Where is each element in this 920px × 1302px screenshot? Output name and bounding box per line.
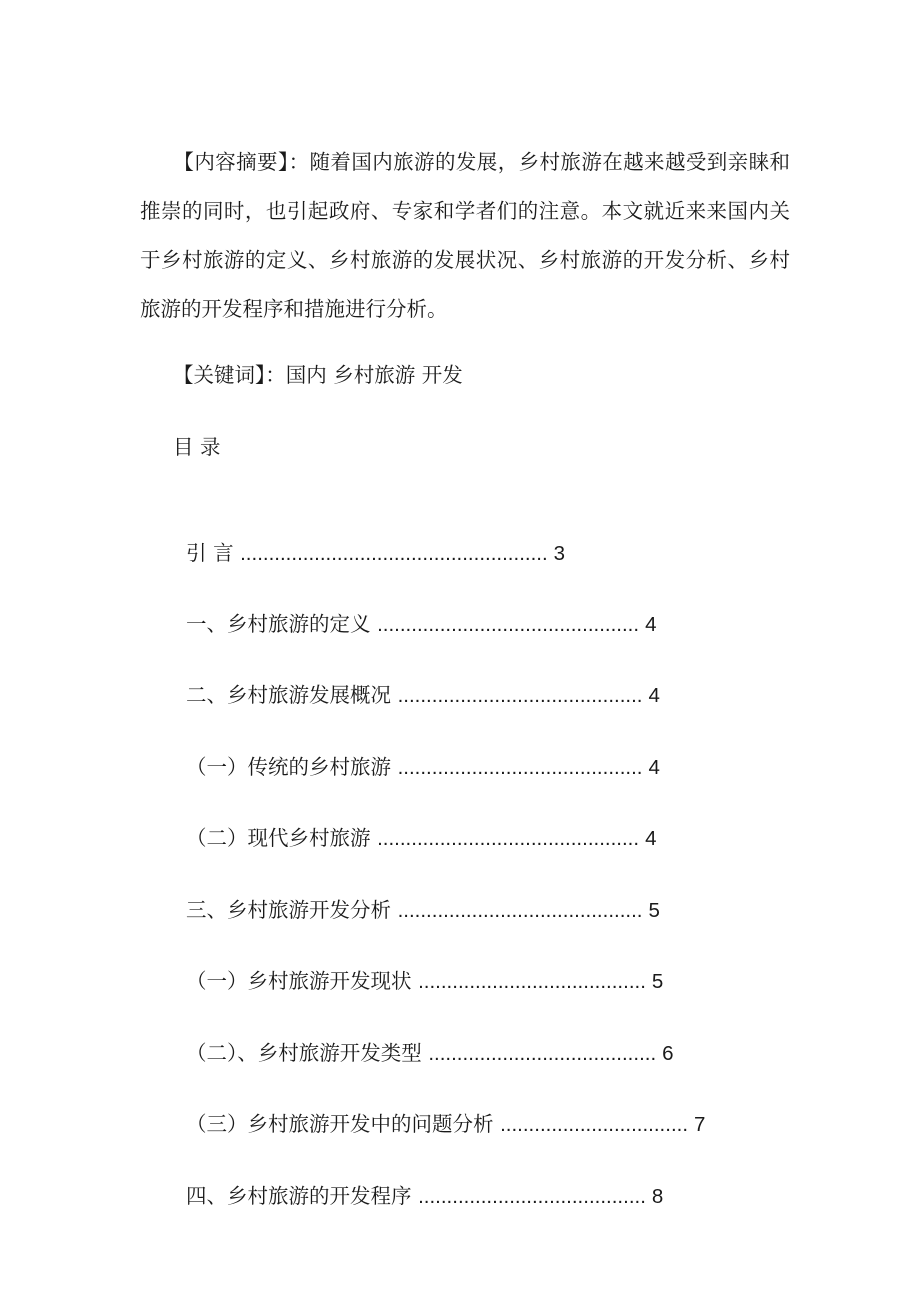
toc-leader: .............................................. — [377, 827, 640, 850]
toc-entry[interactable] — [173, 859, 660, 928]
toc-page-number: 8 — [651, 1185, 664, 1208]
toc-entry[interactable] — [173, 716, 660, 785]
toc-entry[interactable] — [173, 573, 656, 642]
toc-leader: ...................................................... — [240, 542, 548, 565]
abstract-text: ：随着国内旅游的发展，乡村旅游在越来越受到亲睐和推崇的同时，也引起政府、专家和学者们的注意。本文就近来来国内关于乡村旅游的定义、乡村旅游的发展状况、乡村旅游的开发分析、乡村旅游的开发程序和措施进行分析。 — [140, 150, 790, 321]
toc-page-number: 3 — [553, 542, 566, 565]
toc-entry-title: （二）、乡村旅游开发类型 — [186, 1041, 422, 1065]
toc-entry[interactable] — [173, 502, 565, 571]
toc-leader: ........................................... — [397, 756, 643, 779]
toc-entry-title: 三、乡村旅游开发分析 — [186, 898, 392, 922]
keywords-label: 【关键词】 — [173, 363, 266, 387]
toc-page-number: 5 — [651, 970, 664, 993]
toc-entry-title: （二）现代乡村旅游 — [186, 826, 371, 850]
toc-leader: .............................................. — [377, 613, 640, 636]
toc-leader: ........................................... — [397, 899, 643, 922]
abstract-paragraph — [140, 138, 790, 334]
toc-entry-title: （三）乡村旅游开发中的问题分析 — [186, 1112, 494, 1136]
toc-entry-title: 引 言 — [186, 541, 234, 565]
toc-entry-title: 二、乡村旅游发展概况 — [186, 683, 392, 707]
toc-leader: ........................................ — [428, 1042, 657, 1065]
toc-page-number: 4 — [648, 684, 660, 707]
keywords-text: ：国内 乡村旅游 开发 — [265, 363, 463, 387]
toc-entry-title: （一）乡村旅游开发现状 — [186, 969, 412, 993]
toc-leader: ................................. — [500, 1113, 689, 1136]
toc-entry[interactable] — [173, 787, 656, 856]
toc-page-number: 6 — [662, 1042, 674, 1065]
toc-entry[interactable] — [173, 930, 663, 999]
toc-page-number: 4 — [648, 756, 660, 779]
keywords-line — [173, 358, 463, 392]
toc-entry-title: 四、乡村旅游的开发程序 — [186, 1184, 412, 1208]
toc-entry-title: 一、乡村旅游的定义 — [186, 612, 371, 636]
toc-page-number: 4 — [645, 827, 657, 850]
toc-entry[interactable] — [173, 1145, 663, 1214]
toc-entry[interactable] — [173, 644, 660, 713]
toc-entry[interactable] — [173, 1073, 705, 1142]
toc-leader: ........................................... — [397, 684, 643, 707]
toc-leader: ........................................ — [418, 970, 646, 993]
toc-entry-title: （一）传统的乡村旅游 — [186, 755, 392, 779]
toc-leader: ........................................ — [418, 1185, 646, 1208]
toc-title: 目 录 — [173, 435, 221, 459]
toc-page-number: 7 — [694, 1113, 706, 1136]
toc-page-number: 4 — [645, 613, 657, 636]
toc-entry[interactable] — [173, 1002, 674, 1071]
toc-page-number: 5 — [648, 899, 660, 922]
abstract-label: 【内容摘要】 — [173, 150, 289, 174]
